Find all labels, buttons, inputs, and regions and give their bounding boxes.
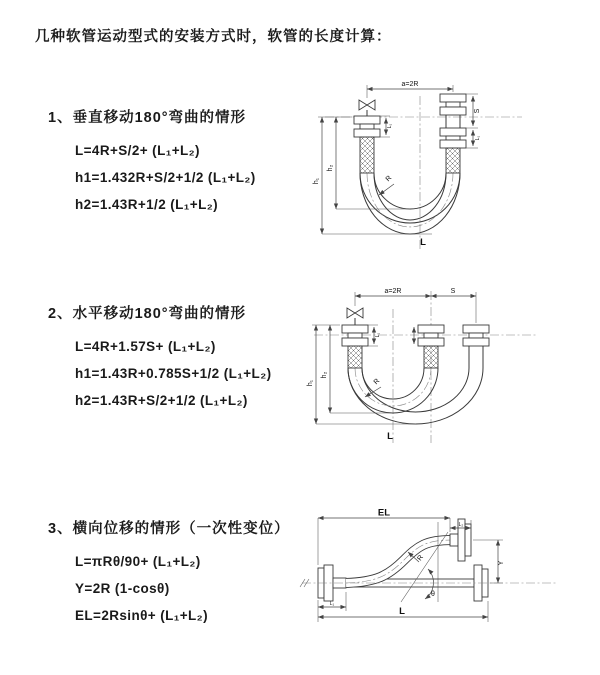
dimension-l1 [368,325,414,346]
displaced-fitting [463,325,489,368]
radius-callout [379,175,394,195]
left-fitting [342,325,368,368]
right-fitting-positions [440,94,466,173]
dim-label-h2: h₂ [327,164,334,172]
formula-line: EL=2Rsinθ+ (L₁+L₂) [75,608,208,623]
dim-label-a2r: a=2R [384,288,402,295]
diagram-horizontal-bend [306,283,544,458]
formula-line: h2=1.43R+S/2+1/2 (L₁+L₂) [75,393,248,408]
dimension-l [318,600,488,622]
valve-icon [359,100,375,116]
dim-label-l1: L₁ [375,332,381,338]
middle-fitting [418,325,444,368]
dim-label-l: L [399,606,405,617]
page-title: 几种软管运动型式的安装方式时，软管的长度计算： [35,29,392,45]
section-3-heading: 3、横向位移的情形（一次性变位） [48,521,290,537]
dim-label-l1: L₁ [329,601,335,607]
formula-line: Y=2R (1-cosθ) [75,581,170,596]
dimension-el [318,508,450,566]
angle-label: θ [431,591,435,598]
section-2-heading: 2、水平移动180°弯曲的情形 [48,306,247,322]
dim-label-l2: L₂ [458,522,464,528]
dim-label-h2: h₂ [321,371,328,379]
dim-label-s: S [450,288,456,295]
dimension-s-right [466,94,481,148]
dim-label-y: Y [498,560,505,566]
diagram-lateral-displacement [298,506,560,646]
section-horizontal-bend [48,302,271,414]
radius-label: R [384,174,394,184]
dim-label-h1: h₁ [313,177,320,185]
hose-body [346,540,452,583]
formula-line: L=4R+S/2+ (L₁+L₂) [75,143,200,158]
dim-label-a2r: a=2R [401,81,419,88]
formula-line: L=4R+1.57S+ (L₁+L₂) [75,339,216,354]
radius-label: R [416,554,426,563]
section-vertical-bend [48,106,256,218]
valve-icon [347,308,363,325]
hose-body [348,368,483,424]
formula-line: h1=1.432R+S/2+1/2 (L₁+L₂) [75,170,256,185]
left-fitting [354,116,380,173]
hose-body [360,173,460,234]
dim-label-s: S [474,108,481,114]
formula-line: h2=1.43R+1/2 (L₁+L₂) [75,197,219,212]
dim-label-h1: h₁ [307,379,314,387]
section-1-heading: 1、垂直移动180°弯曲的情形 [48,110,247,126]
formula-line: L=πRθ/90+ (L₁+L₂) [75,554,201,569]
section-lateral-displacement [48,517,290,629]
dim-label-l1: L₁ [387,123,393,129]
dimension-width [355,288,476,323]
length-label: L [420,237,426,248]
formula-line: h1=1.43R+0.785S+1/2 (L₁+L₂) [75,366,272,381]
dim-label-l1-right: L₁ [475,135,481,141]
dim-label-el: EL [377,507,391,519]
diagram-vertical-bend [310,76,535,254]
radius-label: R [372,377,382,387]
length-label: L [387,431,393,442]
